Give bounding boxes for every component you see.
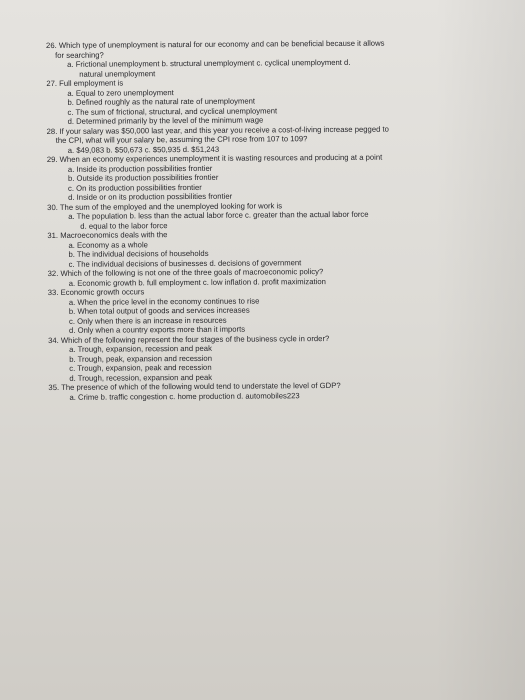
question-text: 26. Which type of unemployment is natural for our economy and can be beneficial because it allows xyxy=(46,38,385,50)
question-text: 31. Macroeconomics deals with the xyxy=(47,230,168,240)
answer-choice: b. Defined roughly as the natural rate of unemployment xyxy=(67,96,256,107)
question-text: 35. The presence of which of the following would tend to understate the level of GDP? xyxy=(48,380,341,392)
question-text: 30. The sum of the employed and the unemployed looking for work is xyxy=(47,200,283,212)
answer-choice: d. Only when a country exports more than it imports xyxy=(68,324,246,335)
question-text: 27. Full employment is xyxy=(46,78,124,88)
answer-choice: a. Economic growth b. full employment c. low inflation d. profit maximization xyxy=(68,276,326,288)
answer-choice: a. Trough, expansion, recession and peak xyxy=(69,343,212,354)
answer-choice: a. Frictional unemployment b. structural unemployment c. cyclical unemployment d. xyxy=(67,57,351,69)
question-text: 33. Economic growth occurs xyxy=(47,287,145,297)
answer-choice: c. The sum of frictional, structural, and cyclical unemployment xyxy=(67,105,278,117)
answer-choice: d. Inside or on its production possibilities frontier xyxy=(68,191,233,202)
answer-choice: a. When the price level in the economy continues to rise xyxy=(68,296,260,307)
answer-choice: a. Economy as a whole xyxy=(68,239,148,250)
answer-choice: c. On its production possibilities frontier xyxy=(67,182,202,193)
answer-choice-continued: d. equal to the labor force xyxy=(80,220,168,231)
question-list xyxy=(46,38,489,402)
answer-choice: c. Trough, expansion, peak and recession xyxy=(69,362,212,373)
answer-choice: c. Only when there is an increase in resources xyxy=(68,315,227,326)
answer-choice-continued: natural unemployment xyxy=(79,68,156,79)
answer-choice: a. Crime b. traffic congestion c. home production d. automobiles223 xyxy=(69,390,300,402)
question-text: 32. Which of the following is not one of the three goals of macroeconomic policy? xyxy=(47,267,324,278)
question-text: 29. When an economy experiences unemployment it is wasting resources and producing at a point xyxy=(46,152,383,164)
answer-choice: b. The individual decisions of households xyxy=(68,248,209,259)
question-text-continued: for searching? xyxy=(55,50,104,60)
answer-choice: a. $49,083 b. $50,673 c. $50,935 d. $51,243 xyxy=(67,144,220,155)
answer-choice: a. Inside its production possibilities frontier xyxy=(67,163,213,174)
answer-choice: c. The individual decisions of businesses d. decisions of government xyxy=(68,257,302,269)
answer-choice: a. Equal to zero unemployment xyxy=(67,87,174,98)
answer-choice: d. Determined primarily by the level of the minimum wage xyxy=(67,115,264,126)
answer-choice: b. When total output of goods and services increases xyxy=(68,305,250,316)
answer-choice: d. Trough, recession, expansion and peak xyxy=(69,372,213,383)
question-text: 34. Which of the following represent the four stages of the business cycle in order? xyxy=(48,333,330,345)
answer-choice: b. Trough, peak, expansion and recession xyxy=(69,353,212,364)
question-text-continued: the CPI, what will your salary be, assuming the CPI rose from 107 to 109? xyxy=(55,134,308,145)
answer-choice: b. Outside its production possibilities frontier xyxy=(67,172,219,183)
answer-choice: a. The population b. less than the actual labor force c. greater than the actual labor force xyxy=(68,209,369,221)
question-text: 28. If your salary was $50,000 last year, and this year you receive a cost-of-living increase pegged to xyxy=(46,124,389,136)
